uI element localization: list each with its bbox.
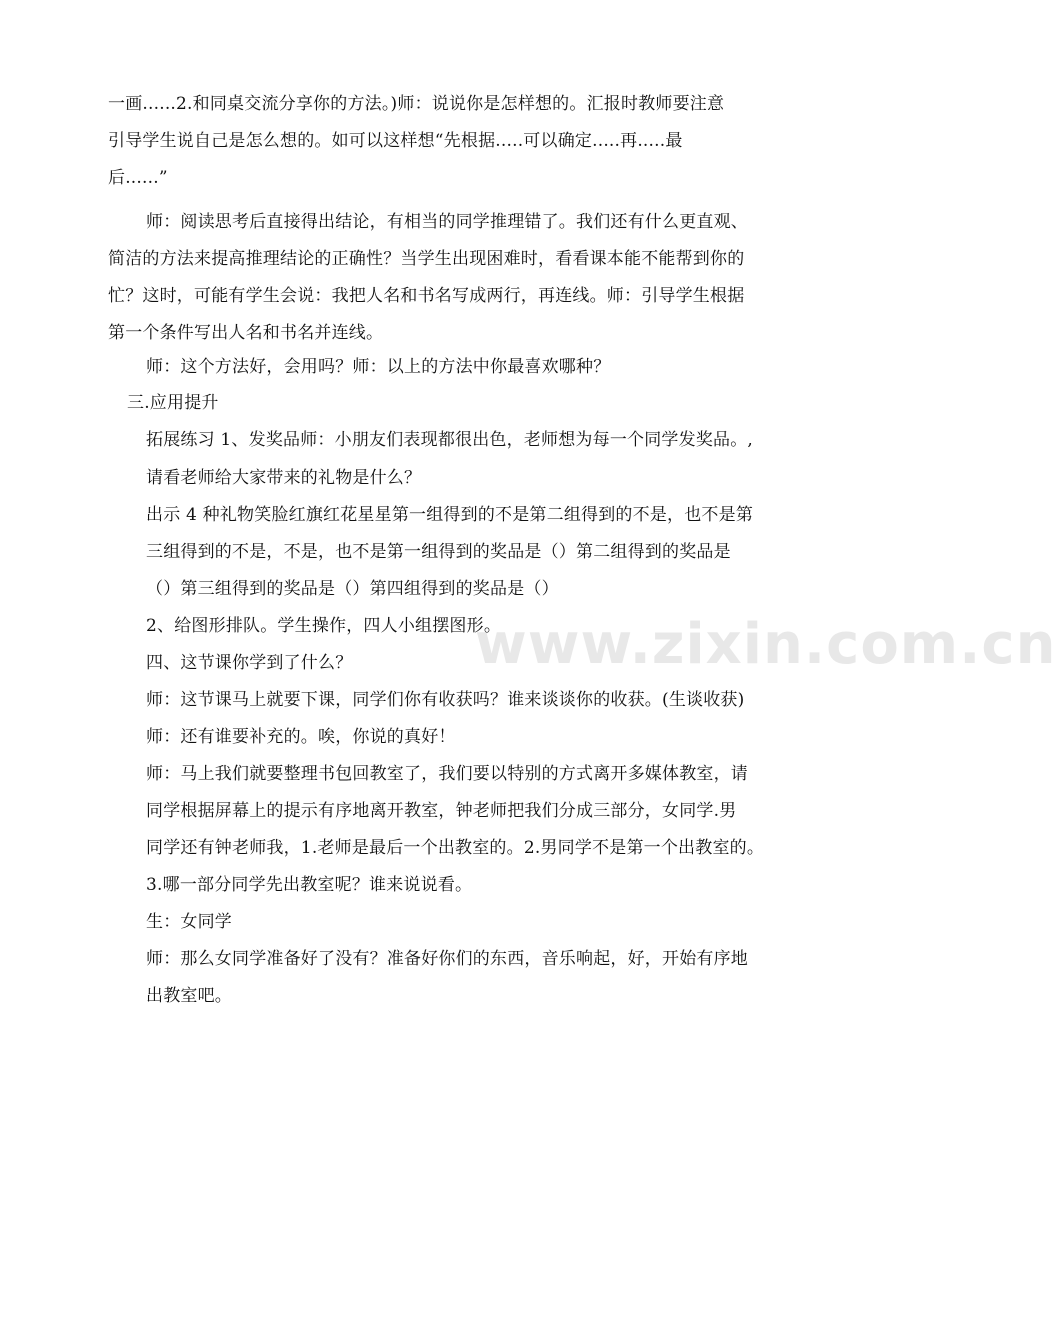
text-line: 后......” (108, 168, 168, 188)
section-heading: 三.应用提升 (127, 393, 219, 413)
text-line: 出示 4 种礼物笑脸红旗红花星星第一组得到的不是第二组得到的不是，也不是第 (146, 505, 754, 525)
text-line: 忙？这时，可能有学生会说：我把人名和书名写成两行，再连线。师：引导学生根据 (108, 286, 745, 306)
text-line: 同学根据屏幕上的提示有序地离开教室，钟老师把我们分成三部分，女同学.男 (146, 801, 737, 821)
watermark: www.zixin.com.cn (475, 612, 1057, 677)
text-line: 师：这节课马上就要下课，同学们你有收获吗？谁来谈谈你的收获。(生谈收获) (146, 690, 745, 710)
text-line: 简洁的方法来提高推理结论的正确性？当学生出现困难时，看看课本能不能帮到你的 (108, 249, 745, 269)
text-line: 生：女同学 (146, 912, 232, 932)
text-line: 师：阅读思考后直接得出结论，有相当的同学推理错了。我们还有什么更直观、 (146, 212, 748, 232)
text-line: 2、给图形排队。学生操作，四人小组摆图形。 (146, 616, 502, 636)
text-line: 一画......2.和同桌交流分享你的方法。)师：说说你是怎样想的。汇报时教师要注意 (108, 94, 725, 114)
text-line: 三组得到的不是，不是，也不是第一组得到的奖品是（）第二组得到的奖品是 (146, 542, 731, 562)
text-line: 师：马上我们就要整理书包回教室了，我们要以特别的方式离开多媒体教室，请 (146, 764, 748, 784)
text-line: 请看老师给大家带来的礼物是什么？ (146, 468, 422, 488)
text-line: （）第三组得到的奖品是（）第四组得到的奖品是（） (146, 579, 559, 599)
text-line: 师：那么女同学准备好了没有？准备好你们的东西，音乐响起，好，开始有序地 (146, 949, 748, 969)
text-line: 同学还有钟老师我，1.老师是最后一个出教室的。2.男同学不是第一个出教室的。 (146, 838, 765, 858)
text-line: 师：还有谁要补充的。唉，你说的真好！ (146, 727, 456, 747)
section-heading: 四、这节课你学到了什么？ (146, 653, 353, 673)
text-line: 师：这个方法好，会用吗？师：以上的方法中你最喜欢哪种？ (146, 357, 611, 377)
text-line: 第一个条件写出人名和书名并连线。 (108, 323, 384, 343)
text-line: 3.哪一部分同学先出教室呢？谁来说说看。 (146, 875, 473, 895)
text-line: 出教室吧。 (146, 986, 232, 1006)
text-line: 拓展练习 1、发奖品师：小朋友们表现都很出色，老师想为每一个同学发奖品。, (146, 430, 754, 450)
text-line: 引导学生说自己是怎么想的。如可以这样想“先根据.....可以确定.....再.....最 (108, 131, 683, 151)
